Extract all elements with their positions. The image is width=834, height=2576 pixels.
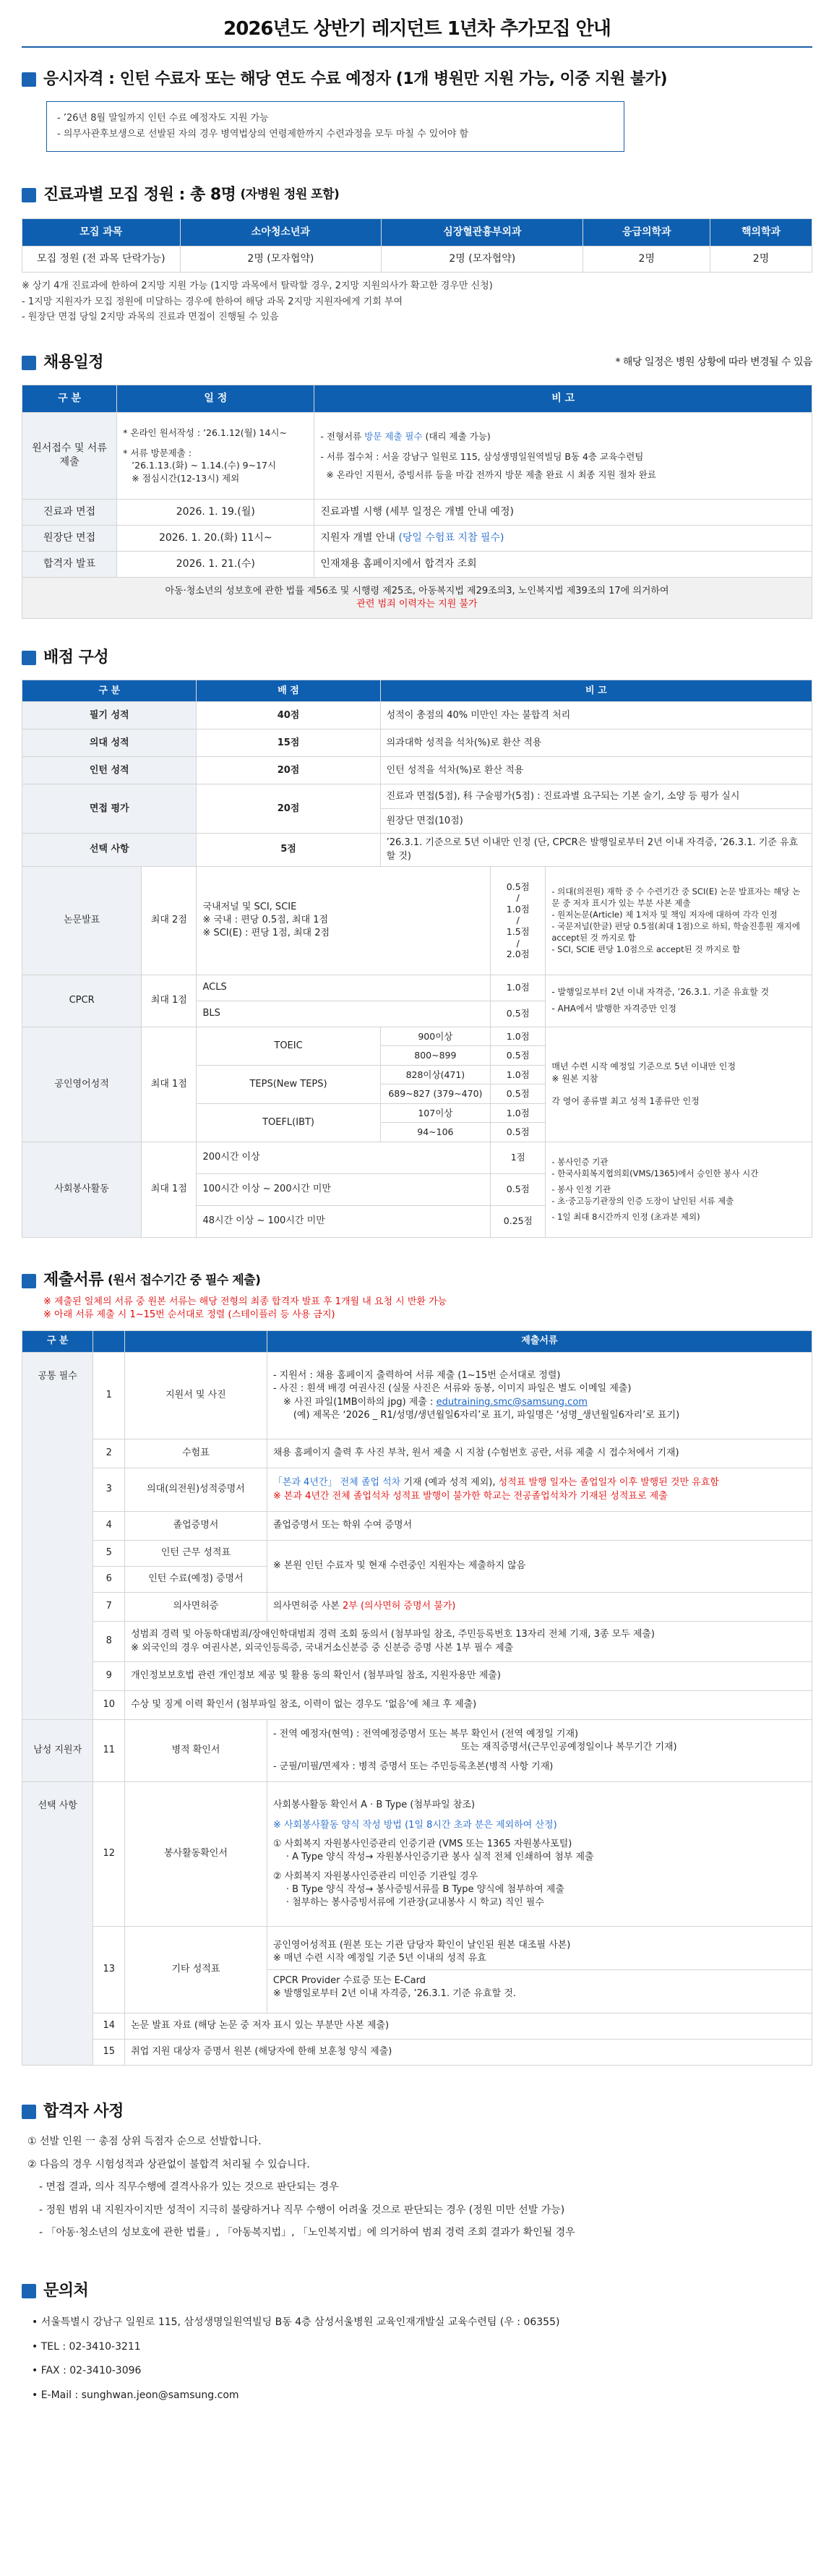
group-label: 남성 지원자 — [22, 1720, 93, 1782]
row-label: 인턴 성적 — [22, 757, 197, 784]
row-label: CPCR — [22, 975, 142, 1027]
doc-detail — [267, 1593, 812, 1622]
remark-cell: 진료과별 시행 (세부 일정은 개별 안내 예정) — [314, 499, 812, 525]
doc-detail — [267, 1782, 812, 1927]
detail-line: - 전역 예정자(현역) : 전역예정증명서 또는 복무 확인서 (전역 예정일 기재) — [272, 1729, 579, 1740]
note-line: - 국문저널(한글) 편당 0.5점(최대 1점)으로 하되, 학술진흥원 재지에 accept된 것 까지로 함 — [551, 921, 800, 943]
score-range: 900이상 — [380, 1027, 491, 1046]
row-label: 의대 성적 — [22, 729, 197, 757]
detail-line: ※ 발행일로부터 2년 이내 자격증, ’26.3.1. 기준 유효할 것. — [272, 1988, 516, 2000]
criteria-cell: BLS — [197, 1001, 491, 1027]
test-name: TOEIC — [197, 1027, 380, 1065]
email-link[interactable]: edutraining.smc@samsung.com — [436, 1396, 588, 1408]
score-cell: 15점 — [197, 729, 380, 757]
schedule-line: * 서류 방문제출 : — [123, 447, 192, 458]
row-label: 선택 사항 — [22, 834, 197, 866]
remark-text: (대리 제출 가능) — [422, 431, 491, 442]
doc-number: 4 — [93, 1512, 125, 1541]
points-line: 0.5점 — [506, 881, 530, 892]
max-score: 최대 1점 — [142, 975, 197, 1027]
doc-name: 기타 성적표 — [125, 1927, 267, 2014]
remark-text: - 서류 접수처 : 서울 강남구 일원로 115, 삼성생명일원역빌딩 B동 4층 교육수련팀 — [320, 450, 644, 462]
detail-highlight: ※ 사회봉사활동 양식 작성 방법 (1일 8시간 초과 분은 제외하여 산정) — [272, 1820, 557, 1831]
note-line: ※ 상기 4개 진료과에 한하여 2지망 지원 가능 (1지망 과목에서 탈락할 경우, 2지망 지원의사가 확고한 경우만 신청) — [22, 281, 493, 292]
remark-cell: 진료과 면접(5점), 科 구술평가(5점) : 진료과별 요구되는 기본 술기, 소양 등 평가 실시 — [380, 784, 812, 809]
detail-line: - 군필/미필/면제자 : 병적 증명서 또는 주민등록초본(병적 사항 기재) — [272, 1760, 554, 1772]
row-label: 원장단 면접 — [22, 525, 117, 551]
qualification-item: - 의무사관후보생으로 선발된 자의 경우 병역법상의 연령제한까지 수련과정을 모두 마칠 수 있어야 함 — [57, 129, 469, 140]
doc-name: 병적 확인서 — [125, 1720, 267, 1782]
note-cell — [546, 1142, 812, 1237]
table-header: 비 고 — [380, 680, 812, 702]
section-marker-icon — [22, 188, 36, 202]
table-header — [125, 1331, 267, 1353]
row-label: 공인영어성적 — [22, 1027, 142, 1142]
doc-name: 봉사활동확인서 — [125, 1782, 267, 1927]
note-line: - 봉사인증 기관 — [551, 1156, 609, 1167]
list-item: - 「아동·청소년의 성보호에 관한 법률」, 「아동복지법」, 「노인복지법」에 의거하여 범죄 경력 조회 결과가 확인될 경우 — [39, 2227, 575, 2239]
score-cell: 20점 — [197, 757, 380, 784]
selection-section — [0, 2097, 834, 2241]
quota-section — [0, 181, 834, 324]
scoring-table — [22, 680, 812, 1237]
detail-line: · B Type 양식 작성→ 봉사증빙서류를 B Type 양식에 첨부하여 제출 — [285, 1883, 564, 1895]
criteria-cell: ACLS — [197, 975, 491, 1001]
note-line: - 초·중고등기관장의 인증 도장이 날인된 서류 제출 — [551, 1196, 734, 1207]
legal-text: 아동·청소년의 성보호에 관한 법률 제56조 및 시행령 제25조, 아동복지법 제29조의3, 노인복지법 제39조의 17에 의거하여 — [165, 585, 669, 596]
points-cell: 1.0점 — [491, 1103, 546, 1123]
table-cell: 2명 (모자협약) — [180, 247, 382, 273]
table-header — [93, 1331, 125, 1353]
points-cell: 1.0점 — [491, 975, 546, 1001]
note-line: - 발행일로부터 2년 이내 자격증, ’26.3.1. 기준 유효할 것 — [551, 987, 770, 998]
table-cell: 2명 — [583, 247, 710, 273]
remark-highlight: (당일 수험표 지참 필수) — [398, 531, 504, 544]
note-line: - 1일 최대 8시간까지 인정 (초과분 제외) — [551, 1212, 700, 1223]
section-heading: 합격자 사정 — [43, 2102, 124, 2121]
points-cell: 0.25점 — [491, 1205, 546, 1237]
schedule-table — [22, 385, 812, 619]
note-line: - SCI, SCIE 편당 1.0점으로 accept된 것 까지로 함 — [551, 944, 741, 955]
detail-line: ① 사회복지 자원봉사인증관리 인증기관 (VMS 또는 1365 자원봉사포털) — [272, 1839, 572, 1850]
doc-name: 수험표 — [125, 1439, 267, 1468]
score-range: 800~899 — [380, 1046, 491, 1066]
points-cell: 0.5점 — [491, 1173, 546, 1205]
detail-line: ※ 매년 수련 시작 예정일 기준 5년 이내의 성적 유효 — [272, 1952, 486, 1964]
points-line: 1.0점 — [506, 903, 530, 915]
contact-email[interactable]: • E-Mail : sunghwan.jeon@samsung.com — [32, 2389, 239, 2401]
doc-number: 1 — [93, 1353, 125, 1439]
doc-number: 3 — [93, 1468, 125, 1512]
remark-text: 지원자 개별 안내 — [320, 531, 399, 544]
note-line: 각 영어 종류별 최고 성적 1종류만 인정 — [551, 1096, 700, 1107]
section-marker-icon — [22, 356, 36, 370]
doc-name: 인턴 수료(예정) 증명서 — [125, 1567, 267, 1593]
section-heading: 진료과별 모집 정원 : 총 8명 — [43, 185, 236, 204]
doc-detail — [267, 1927, 812, 2014]
remark-cell: 의과대학 성적을 석차(%)로 환산 적용 — [380, 729, 812, 757]
section-heading: 제출서류 — [43, 1271, 104, 1290]
list-item: ① 선발 인원 ⼀ 총점 상위 득점자 순으로 선발합니다. — [27, 2136, 262, 2148]
points-line: / — [516, 915, 520, 926]
section-marker-icon — [22, 1274, 36, 1288]
contact-address: • 서울특별시 강남구 일원로 115, 삼성생명일원역빌딩 B동 4층 삼성서울병원 교육인재개발실 교육수련팀 (우 : 06355) — [32, 2316, 560, 2329]
criteria-line: 국내저널 및 SCI, SCIE — [202, 901, 297, 912]
test-name: TOEFL(IBT) — [197, 1103, 380, 1142]
doc-number: 8 — [93, 1622, 125, 1662]
remark-cell — [314, 525, 812, 551]
schedule-note: * 해당 일정은 병원 상황에 따라 변경될 수 있음 — [615, 356, 812, 369]
criteria-cell — [197, 866, 491, 975]
row-label: 진료과 면접 — [22, 499, 117, 525]
schedule-line: ※ 점심시간(12-13시) 제외 — [132, 472, 240, 484]
section-heading: 문의처 — [43, 2281, 89, 2300]
section-subheading: (자병원 정원 포함) — [240, 187, 340, 202]
detail-line: - 사진 : 흰색 배경 여권사진 (실물 사진은 서류와 동봉, 이미지 파일은 별도 이메일 제출) — [272, 1383, 632, 1395]
doc-name: 의사면허증 — [125, 1593, 267, 1622]
section-heading: 배점 구성 — [43, 648, 109, 667]
page-title: 2026년도 상반기 레지던트 1년차 추가모집 안내 — [0, 0, 834, 58]
table-header: 소아청소년과 — [180, 219, 382, 247]
doc-detail: 논문 발표 자료 (해당 논문 중 저자 표시 있는 부분만 사본 제출) — [125, 2014, 812, 2040]
table-header: 구 분 — [22, 1331, 93, 1353]
group-label: 선택 사항 — [22, 1782, 93, 2066]
table-header: 일 정 — [117, 385, 314, 412]
doc-detail — [267, 1468, 812, 1512]
detail-line: ② 사회복지 자원봉사인증관리 미인증 기관일 경우 — [272, 1870, 478, 1882]
score-range: 107이상 — [380, 1103, 491, 1123]
detail-line: CPCR Provider 수료증 또는 E-Card — [272, 1975, 426, 1987]
warning-line: ※ 아래 서류 제출 시 1~15번 순서대로 정렬 (스테이플러 등 사용 금지) — [43, 1309, 335, 1320]
table-header: 응급의학과 — [583, 219, 710, 247]
score-cell: 5점 — [197, 834, 380, 866]
score-range: 828이상(471) — [380, 1065, 491, 1084]
section-marker-icon — [22, 72, 36, 87]
list-item: - 정원 범위 내 지원자이지만 성적이 지극히 불량하거나 직무 수행이 어려울 것으로 판단되는 경우 (정원 미만 선발 가능) — [39, 2204, 565, 2216]
max-score: 최대 1점 — [142, 1142, 197, 1237]
points-line: 2.0점 — [506, 949, 530, 960]
doc-detail — [267, 1720, 812, 1782]
note-cell — [546, 1027, 812, 1142]
test-name: TEPS(New TEPS) — [197, 1065, 380, 1103]
doc-detail — [125, 1622, 812, 1662]
doc-number: 13 — [93, 1927, 125, 2014]
points-cell: 1.0점 — [491, 1065, 546, 1084]
doc-number: 6 — [93, 1567, 125, 1593]
documents-table — [22, 1330, 812, 2066]
section-marker-icon — [22, 651, 36, 665]
doc-number: 5 — [93, 1541, 125, 1567]
doc-number: 10 — [93, 1691, 125, 1720]
table-header: 배 점 — [197, 680, 380, 702]
points-cell: 0.5점 — [491, 1084, 546, 1104]
remark-cell — [314, 412, 812, 499]
detail-line: 기재 (예과 성적 제외), — [400, 1477, 499, 1489]
detail-line: 공인영어성적표 (원본 또는 기관 담당자 확인이 날인된 원본 대조필 사본) — [272, 1939, 571, 1951]
doc-detail: ※ 본원 인턴 수료자 및 현재 수련중인 지원자는 제출하지 않음 — [267, 1541, 812, 1593]
note-line: - 봉사 인정 기관 — [551, 1184, 611, 1195]
row-label: 사회봉사활동 — [22, 1142, 142, 1237]
note-line: - 의대(의전원) 재학 중 수 수련기간 중 SCI(E) 논문 발표자는 해당 논문 중 저자 표시가 있는 부분 사본 제출 — [551, 886, 801, 908]
doc-number: 15 — [93, 2040, 125, 2066]
remark-text: - 전형서류 — [320, 431, 365, 442]
quota-table — [22, 218, 812, 273]
table-header: 모집 과목 — [22, 219, 181, 247]
doc-number: 11 — [93, 1720, 125, 1782]
points-cell: 0.5점 — [491, 1046, 546, 1066]
schedule-line: * 온라인 원서작성 : ’26.1.12(월) 14시~ — [123, 427, 287, 439]
doc-detail: 채용 홈페이지 출력 후 사진 부착, 원서 제출 시 지참 (수험번호 공란, 서류 제출 시 접수처에서 기재) — [267, 1439, 812, 1468]
remark-cell: 인턴 성적을 석차(%)로 환산 적용 — [380, 757, 812, 784]
row-label: 논문발표 — [22, 866, 142, 975]
max-score: 최대 2점 — [142, 866, 197, 975]
criteria-cell: 100시간 이상 ~ 200시간 미만 — [197, 1173, 491, 1205]
points-cell: 1점 — [491, 1142, 546, 1173]
detail-warning: ※ 본과 4년간 전체 졸업석차 성적표 발행이 불가한 학교는 전공졸업석차가 기재된 성적표로 제출 — [272, 1490, 668, 1502]
section-heading: 채용일정 — [43, 353, 104, 372]
table-cell: 2명 (모자협약) — [382, 247, 583, 273]
row-label: 원서접수 및 서류제출 — [22, 412, 117, 499]
score-cell: 40점 — [197, 702, 380, 729]
note-line: 매년 수련 시작 예정일 기준으로 5년 이내만 인정 — [551, 1061, 736, 1072]
section-marker-icon — [22, 2105, 36, 2119]
detail-warning: 2부 (의사면허 증명서 불가) — [342, 1601, 456, 1612]
detail-line: 또는 재직증명서(근무인공예정일이나 복무기간 기재) — [460, 1742, 677, 1753]
scoring-section — [0, 643, 834, 1237]
doc-name: 지원서 및 사진 — [125, 1353, 267, 1439]
points-cell: 1.0점 — [491, 1027, 546, 1046]
section-subheading: (원서 접수기간 중 필수 제출) — [108, 1272, 261, 1288]
note-line: - 한국사회복지협의회(VMS/1365)에서 승인한 봉사 시간 — [551, 1168, 759, 1179]
remark-cell: 인재채용 홈페이지에서 합격자 조회 — [314, 551, 812, 577]
score-range: 94~106 — [380, 1123, 491, 1142]
points-cell — [491, 866, 546, 975]
qualification-box — [46, 101, 624, 152]
section-marker-icon — [22, 2284, 36, 2298]
points-line: / — [516, 937, 520, 949]
table-cell: 2명 — [710, 247, 812, 273]
remark-text: ※ 온라인 지원서, 증빙서류 등을 마감 전까지 방문 제출 완료 시 최종 지원 절차 완료 — [326, 469, 656, 481]
detail-line: (예) 제목은 ‘2026 _ R1/성명/생년월일6자리’로 표기, 파일명은 ‘성명_생년월일6자리’로 표기) — [293, 1409, 680, 1421]
doc-number: 7 — [93, 1593, 125, 1622]
list-item: ② 다음의 경우 시험성적과 상관없이 불합격 처리될 수 있습니다. — [27, 2158, 310, 2170]
warning-line: ※ 제출된 일체의 서류 중 원본 서류는 해당 전형의 최종 합격자 발표 후 1개월 내 요청 시 반환 가능 — [43, 1296, 447, 1307]
schedule-cell — [117, 412, 314, 499]
schedule-cell: 2026. 1. 21.(수) — [117, 551, 314, 577]
section-heading: 응시자격 : 인턴 수료자 또는 해당 연도 수료 예정자 (1개 병원만 지원 가능, 이중 지원 불가) — [43, 69, 668, 88]
row-label: 합격자 발표 — [22, 551, 117, 577]
detail-line: 의사면허증 사본 — [272, 1601, 343, 1612]
contact-section — [0, 2277, 834, 2402]
doc-number: 12 — [93, 1782, 125, 1927]
doc-number: 2 — [93, 1439, 125, 1468]
schedule-section — [0, 348, 834, 619]
legal-warning: 관련 범죄 이력자는 지원 불가 — [356, 599, 478, 610]
qualification-item: - ’26년 8월 말일까지 인턴 수료 예정자도 지원 가능 — [57, 113, 269, 124]
note-line: ※ 원본 지참 — [551, 1074, 598, 1084]
note-cell — [546, 866, 812, 975]
row-label: 면접 평가 — [22, 784, 197, 834]
detail-warning: 성적표 발행 일자는 졸업일자 이후 발행된 것만 유효함 — [498, 1477, 719, 1489]
criteria-cell: 200시간 이상 — [197, 1142, 491, 1173]
table-header: 비 고 — [314, 385, 812, 412]
note-line: - AHA에서 발행한 자격증만 인정 — [551, 1004, 676, 1014]
table-header: 구 분 — [22, 680, 197, 702]
doc-detail: 취업 지원 대상자 증명서 원본 (해당자에 한해 보훈청 양식 제출) — [125, 2040, 812, 2066]
schedule-cell: 2026. 1. 20.(화) 11시~ — [117, 525, 314, 551]
documents-section — [0, 1267, 834, 2066]
remark-cell: 원장단 면접(10점) — [380, 809, 812, 834]
remark-cell: ’26.3.1. 기준으로 5년 이내만 인정 (단, CPCR은 발행일로부터 2년 이내 자격증, ’26.3.1. 기준 유효할 것) — [380, 834, 812, 866]
score-range: 689~827 (379~470) — [380, 1084, 491, 1104]
detail-line: ※ 외국인의 경우 여권사본, 외국인등록증, 국내거소신분증 중 신분증 증명 사본 1부 필수 제출 — [131, 1642, 514, 1653]
note-cell — [546, 975, 812, 1027]
detail-highlight: 「본과 4년간」 전체 졸업 석차 — [272, 1477, 401, 1489]
row-label: 필기 성적 — [22, 702, 197, 729]
doc-detail — [267, 1353, 812, 1439]
detail-line: · A Type 양식 작성→ 자원봉사인증기관 봉사 실적 전체 인쇄하여 첨부 제출 — [285, 1852, 594, 1863]
schedule-line: ’26.1.13.(화) ~ 1.14.(수) 9~17시 — [132, 460, 277, 471]
note-line: - 원장단 면접 당일 2지망 과목의 진료과 면접이 진행될 수 있음 — [22, 311, 279, 322]
selection-list — [22, 2135, 812, 2241]
points-line: 1.5점 — [506, 926, 530, 937]
table-header: 구 분 — [22, 385, 117, 412]
score-cell: 20점 — [197, 784, 380, 834]
doc-detail: 개인정보보호법 관련 개인정보 제공 및 활용 동의 확인서 (첨부파일 참조, 지원자용만 제출) — [125, 1662, 812, 1691]
contact-phone: • TEL : 02-3410-3211 — [32, 2340, 141, 2353]
detail-line: ※ 사진 파일(1MB이하의 jpg) 제출 : — [283, 1396, 437, 1408]
table-header: 핵의학과 — [710, 219, 812, 247]
doc-number: 9 — [93, 1662, 125, 1691]
criteria-line: ※ 국내 : 편당 0.5점, 최대 1점 — [202, 915, 329, 926]
group-label: 공통 필수 — [22, 1353, 93, 1720]
list-item: - 면접 결과, 의사 직무수행에 결격사유가 있는 것으로 판단되는 경우 — [39, 2181, 339, 2194]
remark-cell: 성적이 총점의 40% 미만인 자는 불합격 처리 — [380, 702, 812, 729]
criteria-cell: 48시간 이상 ~ 100시간 미만 — [197, 1205, 491, 1237]
points-cell: 0.5점 — [491, 1123, 546, 1142]
note-line: - 1지망 지원자가 모집 정원에 미달하는 경우에 한하여 해당 과목 2지망 지원자에게 기회 부여 — [22, 296, 403, 307]
schedule-cell: 2026. 1. 19.(월) — [117, 499, 314, 525]
detail-line: 사회봉사활동 확인서 A · B Type (첨부파일 참조) — [272, 1799, 476, 1810]
detail-line: · 첨부하는 봉사증빙서류에 기관장(교내봉사 시 학교) 직인 필수 — [285, 1897, 544, 1909]
detail-line: - 지원서 : 채용 홈페이지 출력하여 서류 제출 (1~15번 순서대로 정렬) — [272, 1370, 561, 1382]
criteria-line: ※ SCI(E) : 편당 1점, 최대 2점 — [202, 928, 330, 939]
doc-name: 졸업증명서 — [125, 1512, 267, 1541]
doc-name: 인턴 근무 성적표 — [125, 1541, 267, 1567]
doc-detail: 졸업증명서 또는 학위 수여 증명서 — [267, 1512, 812, 1541]
table-cell: 모집 정원 (전 과목 단락가능) — [22, 247, 181, 273]
qualification-section — [0, 65, 834, 152]
remark-highlight: 방문 제출 필수 — [364, 431, 423, 442]
legal-notice — [22, 577, 812, 618]
doc-number: 14 — [93, 2014, 125, 2040]
points-line: / — [516, 892, 520, 904]
max-score: 최대 1점 — [142, 1027, 197, 1142]
doc-name: 의대(의전원)성적증명서 — [125, 1468, 267, 1512]
doc-detail: 수상 및 징계 이력 확인서 (첨부파일 참조, 이력이 없는 경우도 ‘없음’에 체크 후 제출) — [125, 1691, 812, 1720]
contact-list — [22, 2316, 812, 2402]
note-line: - 원저논문(Article) 제 1저자 및 책임 저자에 대하여 각각 인정 — [551, 910, 778, 920]
contact-fax: • FAX : 02-3410-3096 — [32, 2365, 142, 2377]
detail-line: 성범죄 경력 및 아동학대범죄/장애인학대범죄 경력 조회 동의서 (첨부파일 참조, 주민등록번호 13자리 전체 기재, 3종 모두 제출) — [131, 1629, 655, 1640]
table-header: 심장혈관흉부외과 — [382, 219, 583, 247]
table-header: 제출서류 — [267, 1331, 812, 1353]
points-cell: 0.5점 — [491, 1001, 546, 1027]
quota-notes — [22, 280, 812, 324]
